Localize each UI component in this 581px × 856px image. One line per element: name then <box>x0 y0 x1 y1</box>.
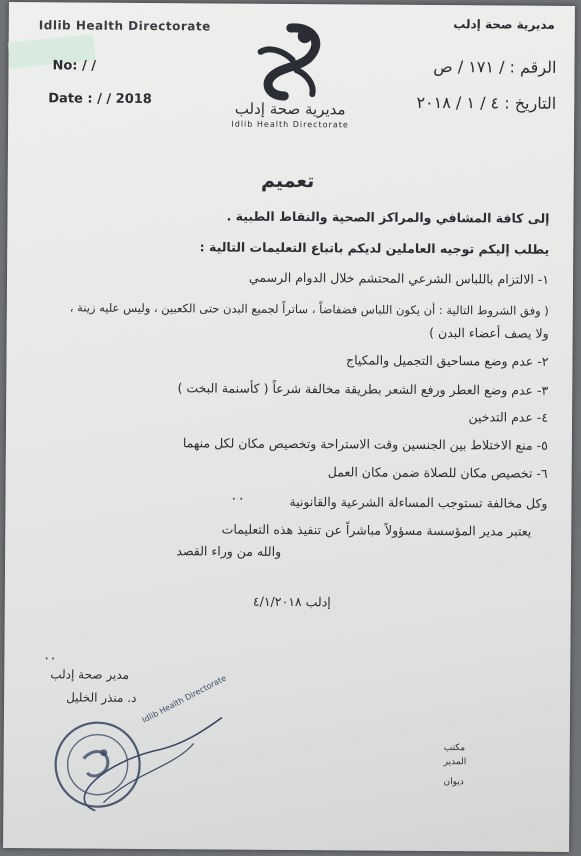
cc-diwan: ديوان <box>443 777 464 788</box>
conditions-line-2: ولا يصف أعضاء البدن ) <box>429 324 549 341</box>
header-org-en: Idlib Health Directorate <box>38 18 211 34</box>
header-org-ar: مديرية صحة إدلب <box>453 17 555 32</box>
recipients-line: إلى كافة المشافي والمراكز الصحية والنقاط الطبية . <box>226 208 550 226</box>
document-title: تعميم <box>261 169 315 193</box>
cc-office: مكتب <box>443 743 466 754</box>
violation-line: وكل مخالفة تستوجب المساءلة الشرعية والقانونية <box>289 494 548 511</box>
signatory-name: د. منذر الخليل <box>66 690 137 705</box>
instruction-item-2: ٢- عدم وضع مساحيق التجميل والمكياج <box>345 352 549 369</box>
instruction-item-4: ٤- عدم التدخين <box>468 409 549 425</box>
logo-text-ar: مديرية صحة إدلب <box>234 99 346 119</box>
stray-dots: .. <box>231 487 247 504</box>
instruction-item-5: ٥- منع الاختلاط بين الجنسين وقت الاستراحة وتخصيص مكان لكل منهما <box>182 435 548 453</box>
instruction-item-1: ١- الالتزام باللباس الشرعي المحتشم خلال الدوام الرسمي <box>248 269 550 287</box>
document-page <box>3 2 575 852</box>
header-number-ar: الرقم : / ١٧١ / ص <box>433 56 557 77</box>
instruction-item-6: ٦- تخصيص مكان للصلاة ضمن مكان العمل <box>327 464 548 481</box>
header-number-en: No: / / <box>52 58 97 74</box>
directorate-logo-icon <box>240 22 341 103</box>
responsibility-line: يعتبر مدير المؤسسة مسؤولاً مباشراً عن تنفيذ هذه التعليمات <box>221 521 532 539</box>
header-date-en: Date : / / 2018 <box>48 91 152 108</box>
request-line: يطلب إليكم توجيه العاملين لديكم باتباع التعليمات التالية : <box>199 239 550 257</box>
header-date-ar: التاريخ : ٤ / ١ / ٢٠١٨ <box>416 92 557 113</box>
logo-text-en: Idlib Health Directorate <box>231 119 349 130</box>
signatory-title: مدير صحة إدلب <box>50 667 130 682</box>
stray-dots-2: .. <box>44 647 58 664</box>
closing-line: والله من وراء القصد <box>176 543 282 559</box>
stamp-text: Idlib Health Directorate <box>140 673 228 725</box>
cc-director: المدير <box>443 757 467 768</box>
instruction-item-3: ٣- عدم وضع العطر ورفع الشعر بطريقة مخالفة شرعاً ( كأسنمة البخت ) <box>177 380 549 398</box>
place-date-line: إدلب ٤/١/٢٠١٨ <box>252 593 331 610</box>
conditions-line-1: ( وفق الشروط التالية : أن يكون اللباس فضفاضاً ، ساتراً لجميع البدن حتى الكعبين ، وليس عليه زينة ، <box>69 300 549 318</box>
